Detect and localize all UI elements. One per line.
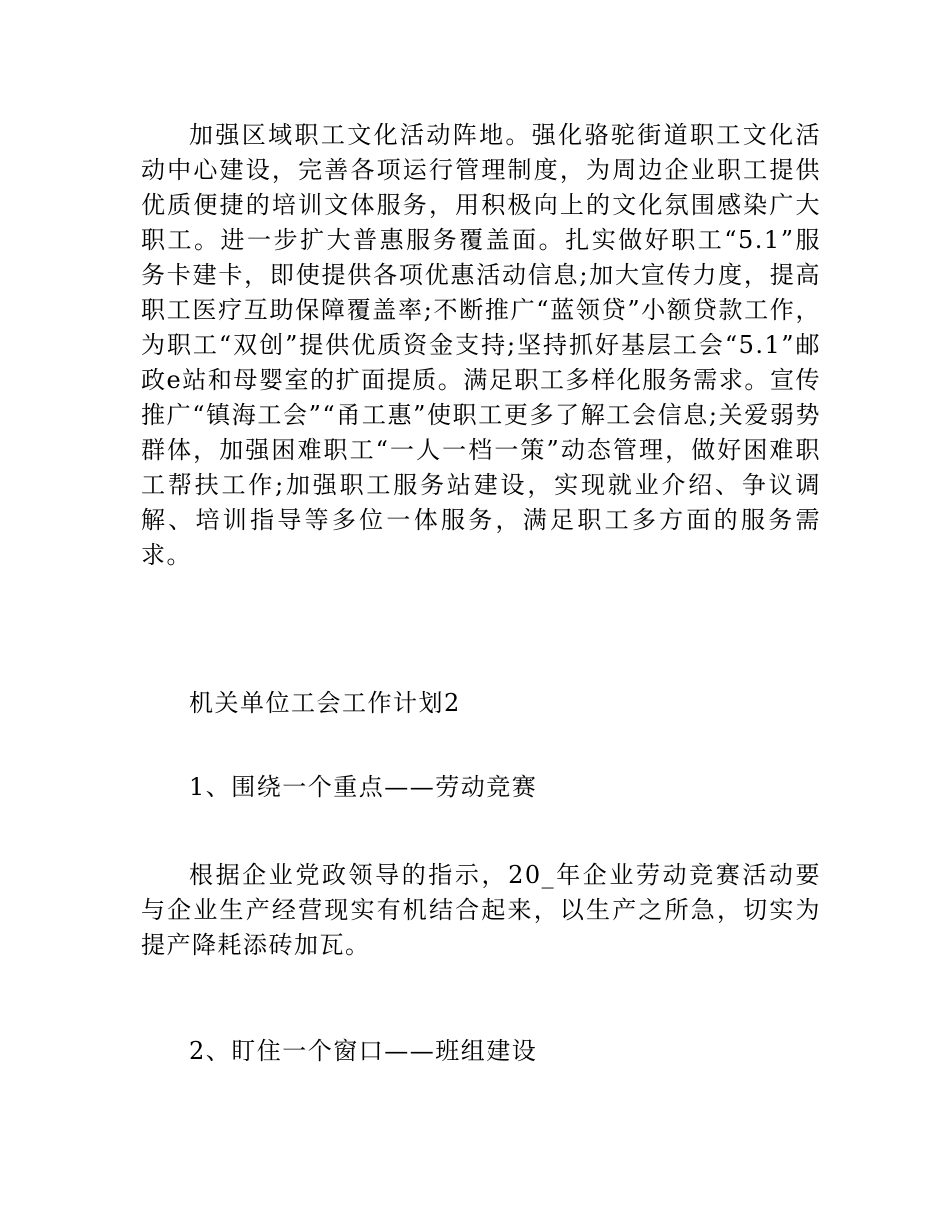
- section-title: 机关单位工会工作计划2: [189, 689, 461, 717]
- body-paragraph-competition: 根据企业党政领导的指示，20_年企业劳动竞赛活动要与企业生产经营现实有机结合起来，以生产之所急，切实为提产降耗添砖加瓦。: [141, 861, 821, 959]
- body-paragraph-services: 加强区域职工文化活动阵地。强化骆驼街道职工文化活动中心建设，完善各项运行管理制度，为周边企业职工提供优质便捷的培训文体服务，用积极向上的文化氛围感染广大职工。进一步扩大普惠服务覆盖面。扎实做好职工“5.1”服务卡建卡，即使提供各项优惠活动信息;加大宣传力度，提高职工医疗互助保障覆盖率;不断推广“蓝领贷”小额贷款工作，为职工“双创”提供优质资金支持;坚持抓好基层工会“5.1”邮政e站和母婴室的扩面提质。满足职工多样化服务需求。宣传推广“镇海工会”“甬工惠”使职工更多了解工会信息;关爱弱势群体，加强困难职工“一人一档一策”动态管理，做好困难职工帮扶工作;加强职工服务站建设，实现就业介绍、争议调解、培训指导等多位一体服务，满足职工多方面的服务需求。: [141, 121, 821, 569]
- item-heading-team-building: 2、盯住一个窗口——班组建设: [189, 1037, 538, 1065]
- item-heading-labor-competition: 1、围绕一个重点——劳动竞赛: [189, 773, 538, 801]
